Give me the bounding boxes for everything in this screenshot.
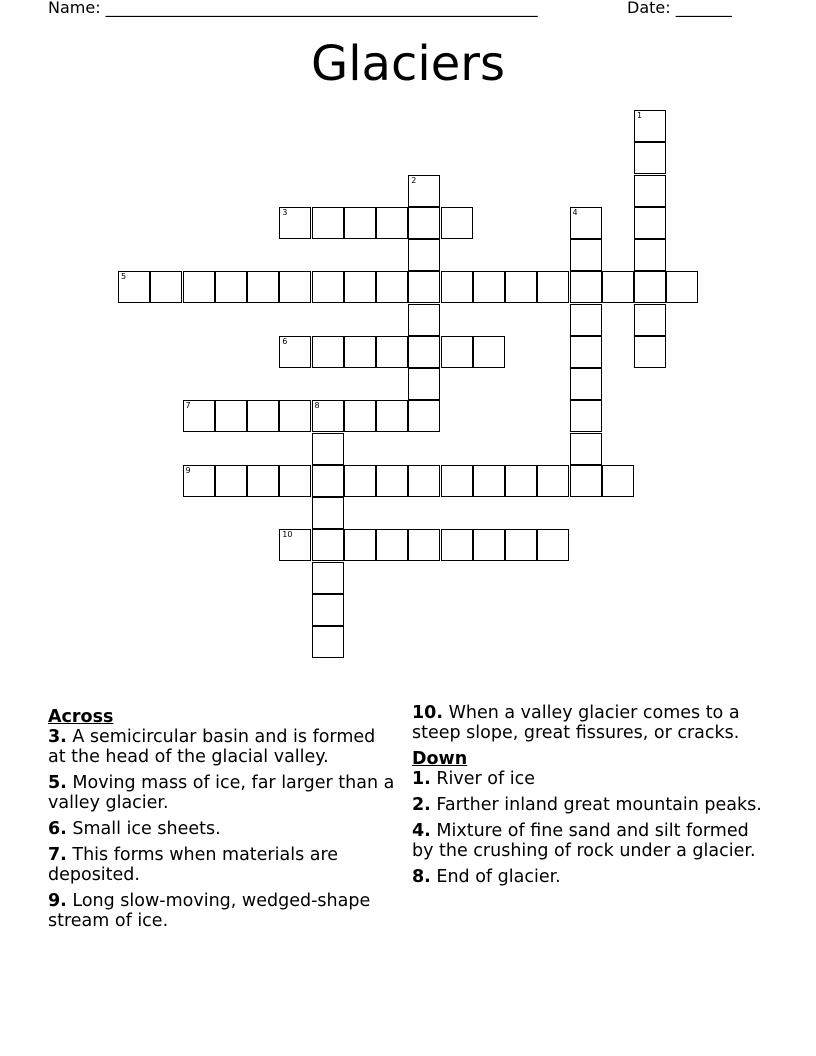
- cell-number: 10: [282, 530, 293, 540]
- grid-cell[interactable]: [473, 271, 505, 303]
- grid-cell[interactable]: [570, 465, 602, 497]
- grid-cell[interactable]: [247, 400, 279, 432]
- cell-number: 1: [637, 111, 643, 120]
- grid-cell[interactable]: [473, 529, 505, 561]
- grid-cell[interactable]: [537, 465, 569, 497]
- grid-cell[interactable]: [344, 529, 376, 561]
- grid-cell[interactable]: [215, 465, 247, 497]
- grid-cell[interactable]: [312, 271, 344, 303]
- grid-cell[interactable]: [312, 529, 344, 561]
- grid-cell[interactable]: [537, 271, 569, 303]
- grid-cell[interactable]: [376, 400, 408, 432]
- grid-cell[interactable]: [215, 400, 247, 432]
- grid-cell[interactable]: [279, 400, 311, 432]
- clue-across-7: 7. This forms when materials are deposited.: [48, 845, 339, 885]
- grid-cell[interactable]: [247, 271, 279, 303]
- grid-cell[interactable]: [312, 433, 344, 465]
- grid-cell[interactable]: [279, 336, 311, 368]
- grid-cell[interactable]: [634, 110, 666, 142]
- grid-cell[interactable]: [279, 465, 311, 497]
- grid-cell[interactable]: [279, 529, 311, 561]
- grid-cell[interactable]: [376, 465, 408, 497]
- grid-cell[interactable]: [408, 239, 440, 271]
- cell-number: 2: [411, 175, 417, 185]
- grid-cell[interactable]: [376, 271, 408, 303]
- clue-across-10: 10. When a valley glacier comes to a steep slope, great fissures, or cracks.: [412, 703, 740, 743]
- grid-cell[interactable]: [344, 465, 376, 497]
- grid-cell[interactable]: [312, 497, 344, 529]
- across-heading: Across: [48, 707, 114, 727]
- clue-across-5: 5. Moving mass of ice, far larger than a valley glacier.: [48, 773, 395, 813]
- page-title: Glaciers: [311, 36, 505, 92]
- clue-down-2: 2. Farther inland great mountain peaks.: [412, 795, 762, 815]
- grid-cell[interactable]: [570, 336, 602, 368]
- name-line[interactable]: Name: ______________________________________________________: [48, 0, 538, 17]
- grid-cell[interactable]: [376, 207, 408, 239]
- cell-number: 7: [185, 401, 191, 411]
- grid-cell[interactable]: [408, 465, 440, 497]
- grid-cell[interactable]: [183, 465, 215, 497]
- cell-number: 8: [314, 401, 320, 411]
- grid-cell[interactable]: [666, 271, 698, 303]
- grid-cell[interactable]: [408, 207, 440, 239]
- grid-cell[interactable]: [312, 465, 344, 497]
- grid-cell[interactable]: [312, 207, 344, 239]
- grid-cell[interactable]: [312, 336, 344, 368]
- grid-cell[interactable]: [118, 271, 150, 303]
- grid-cell[interactable]: [505, 271, 537, 303]
- grid-cell[interactable]: [312, 626, 344, 658]
- grid-cell[interactable]: [408, 336, 440, 368]
- grid-cell[interactable]: [441, 336, 473, 368]
- grid-cell[interactable]: [279, 271, 311, 303]
- grid-cell[interactable]: [408, 529, 440, 561]
- clue-down-8: 8. End of glacier.: [412, 867, 561, 887]
- grid-cell[interactable]: [473, 465, 505, 497]
- clue-down-1: 1. River of ice: [412, 769, 535, 789]
- grid-cell[interactable]: [344, 207, 376, 239]
- grid-cell[interactable]: [408, 271, 440, 303]
- grid-cell[interactable]: [570, 368, 602, 400]
- grid-cell[interactable]: [150, 271, 182, 303]
- grid-cell[interactable]: [634, 239, 666, 271]
- clue-across-3: 3. A semicircular basin and is formed at the head of the glacial valley.: [48, 727, 376, 767]
- grid-cell[interactable]: [570, 239, 602, 271]
- grid-cell[interactable]: [473, 336, 505, 368]
- grid-cell[interactable]: [634, 207, 666, 239]
- grid-cell[interactable]: [408, 368, 440, 400]
- grid-cell[interactable]: [312, 594, 344, 626]
- grid-cell[interactable]: [408, 304, 440, 336]
- grid-cell[interactable]: [505, 529, 537, 561]
- clue-across-6: 6. Small ice sheets.: [48, 819, 221, 839]
- clues-column-left: [48, 703, 398, 937]
- clues-column-right: [412, 703, 772, 893]
- grid-cell[interactable]: [570, 207, 602, 239]
- grid-cell[interactable]: [570, 400, 602, 432]
- cell-number: 4: [572, 207, 578, 217]
- cell-number: 6: [282, 336, 288, 346]
- grid-cell[interactable]: [376, 529, 408, 561]
- grid-cell[interactable]: [344, 271, 376, 303]
- down-heading: Down: [412, 749, 468, 769]
- grid-cell[interactable]: [279, 207, 311, 239]
- date-line[interactable]: Date: _______: [627, 0, 732, 17]
- grid-cell[interactable]: [183, 271, 215, 303]
- grid-cell[interactable]: [505, 465, 537, 497]
- grid-cell[interactable]: [537, 529, 569, 561]
- clue-down-4: 4. Mixture of fine sand and silt formed by the crushing of rock under a glacier.: [412, 821, 756, 861]
- grid-cell[interactable]: [634, 142, 666, 174]
- grid-cell[interactable]: [634, 304, 666, 336]
- clue-across-9: 9. Long slow-moving, wedged-shape stream of ice.: [48, 891, 371, 931]
- grid-cell[interactable]: [634, 175, 666, 207]
- grid-cell[interactable]: [441, 529, 473, 561]
- cell-number: 9: [185, 465, 191, 475]
- grid-cell[interactable]: [376, 336, 408, 368]
- cell-number: 5: [121, 272, 127, 282]
- grid-cell[interactable]: [183, 400, 215, 432]
- grid-cell[interactable]: [408, 175, 440, 207]
- grid-cell[interactable]: [247, 465, 279, 497]
- grid-cell[interactable]: [441, 207, 473, 239]
- grid-cell[interactable]: [634, 336, 666, 368]
- grid-cell[interactable]: [441, 271, 473, 303]
- grid-cell[interactable]: [344, 400, 376, 432]
- grid-cell[interactable]: [408, 400, 440, 432]
- grid-cell[interactable]: [602, 271, 634, 303]
- grid-cell[interactable]: [570, 433, 602, 465]
- grid-cell[interactable]: [634, 271, 666, 303]
- grid-cell[interactable]: [441, 465, 473, 497]
- grid-cell[interactable]: [344, 336, 376, 368]
- grid-cell[interactable]: [215, 271, 247, 303]
- grid-cell[interactable]: [312, 562, 344, 594]
- grid-cell[interactable]: [602, 465, 634, 497]
- cell-number: 3: [282, 207, 288, 217]
- grid-cell[interactable]: [570, 304, 602, 336]
- grid-cell[interactable]: [312, 400, 344, 432]
- grid-cell[interactable]: [570, 271, 602, 303]
